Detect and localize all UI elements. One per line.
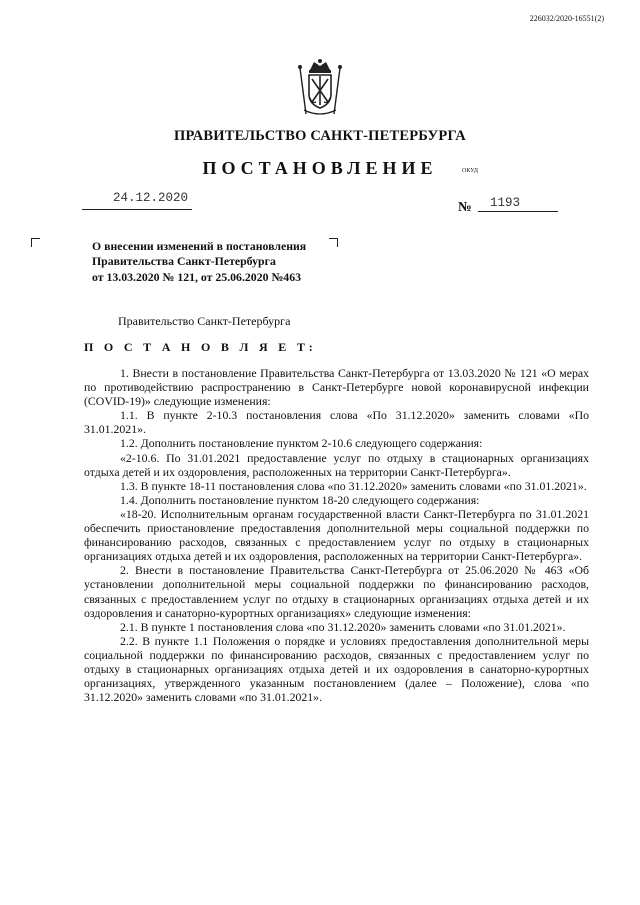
okud-label: ОКУД (462, 168, 478, 174)
issuing-body: Правительство Санкт-Петербурга (118, 314, 291, 328)
document-type: ПОСТАНОВЛЕНИЕ (202, 158, 438, 178)
paragraph: «18-20. Исполнительным органам государственной власти Санкт-Петербурга по 31.01.2021 обеспечить приостановление предоставления дополнительной меры социальной поддержки по финансированию расходов, связанных с предоставлением услуг по отдыху в стационарных организациях отдыха детей и их оздоровления, расположенных на территории Санкт-Петербурга». (84, 506, 589, 564)
government-title: ПРАВИТЕЛЬСТВО САНКТ-ПЕТЕРБУРГА (174, 128, 466, 144)
paragraph: «2-10.6. По 31.01.2021 предоставление услуг по отдыху в стационарных организациях отдыха детей и их оздоровления, расположенных на территории Санкт-Петербурга». (84, 450, 589, 479)
paragraph: 2.1. В пункте 1 постановления слова «по 31.12.2020» заменить словами «по 31.01.2021». (120, 619, 566, 634)
paragraph: 1.4. Дополнить постановление пунктом 18-20 следующего содержания: (120, 492, 480, 507)
paragraph: 1.2. Дополнить постановление пунктом 2-10.6 следующего содержания: (120, 436, 483, 451)
date-underline (82, 209, 192, 210)
document-number: 226032/2020-16551(2) (529, 14, 604, 23)
document-body (84, 366, 589, 704)
document-subject (92, 239, 306, 285)
paragraph: 2. Внести в постановление Правительства Санкт-Петербурга от 25.06.2020 № 463 «Об установлении дополнительной меры социальной поддержки по финансированию расходов, связанных с предоставлением услуг по отдыху в стационарных организациях отдыха детей и их оздоровления и санаторно-курортных организациях» следующие изменения: (84, 563, 589, 620)
coat-of-arms-icon (296, 58, 344, 118)
document-date: 24.12.2020 (113, 191, 189, 205)
subject-line: О внесении изменений в постановления (92, 239, 307, 253)
paragraph: 1.1. В пункте 2-10.3 постановления слова «По 31.12.2020» заменить словами «По 31.01.2021». (84, 408, 589, 437)
number-label: № (458, 199, 472, 214)
paragraph: 1.3. В пункте 18-11 постановления слова «по 31.12.2020» заменить словами «по 31.01.2021». (120, 478, 587, 493)
paragraph: 1. Внести в постановление Правительства Санкт-Петербурга от 13.03.2020 № 121 «О мерах по противодействию распространению в Санкт-Петербурге новой коронавирусной инфекции (COVID-19)» следующие изменения: (84, 366, 589, 409)
subject-corner-left (31, 238, 40, 247)
subject-line: от 13.03.2020 № 121, от 25.06.2020 №463 (92, 269, 301, 284)
subject-corner-right (329, 238, 338, 247)
document-number-value: 1193 (490, 196, 521, 210)
subject-line: Правительства Санкт-Петербурга (92, 254, 276, 269)
paragraph: 2.2. В пункте 1.1 Положения о порядке и условиях предоставления дополнительной меры социальной поддержки по финансированию расходов, связанных с предоставлением услуг по отдыху в стационарных организациях отдыха детей и их оздоровления в санаторно-курортных организациях, утвержденного указанным постановлением (далее – Положение), слова «по 31.12.2020» заменить словами «по 31.01.2021». (84, 633, 589, 705)
decrees-heading: П О С Т А Н О В Л Я Е Т: (84, 340, 317, 354)
number-underline (478, 211, 558, 212)
